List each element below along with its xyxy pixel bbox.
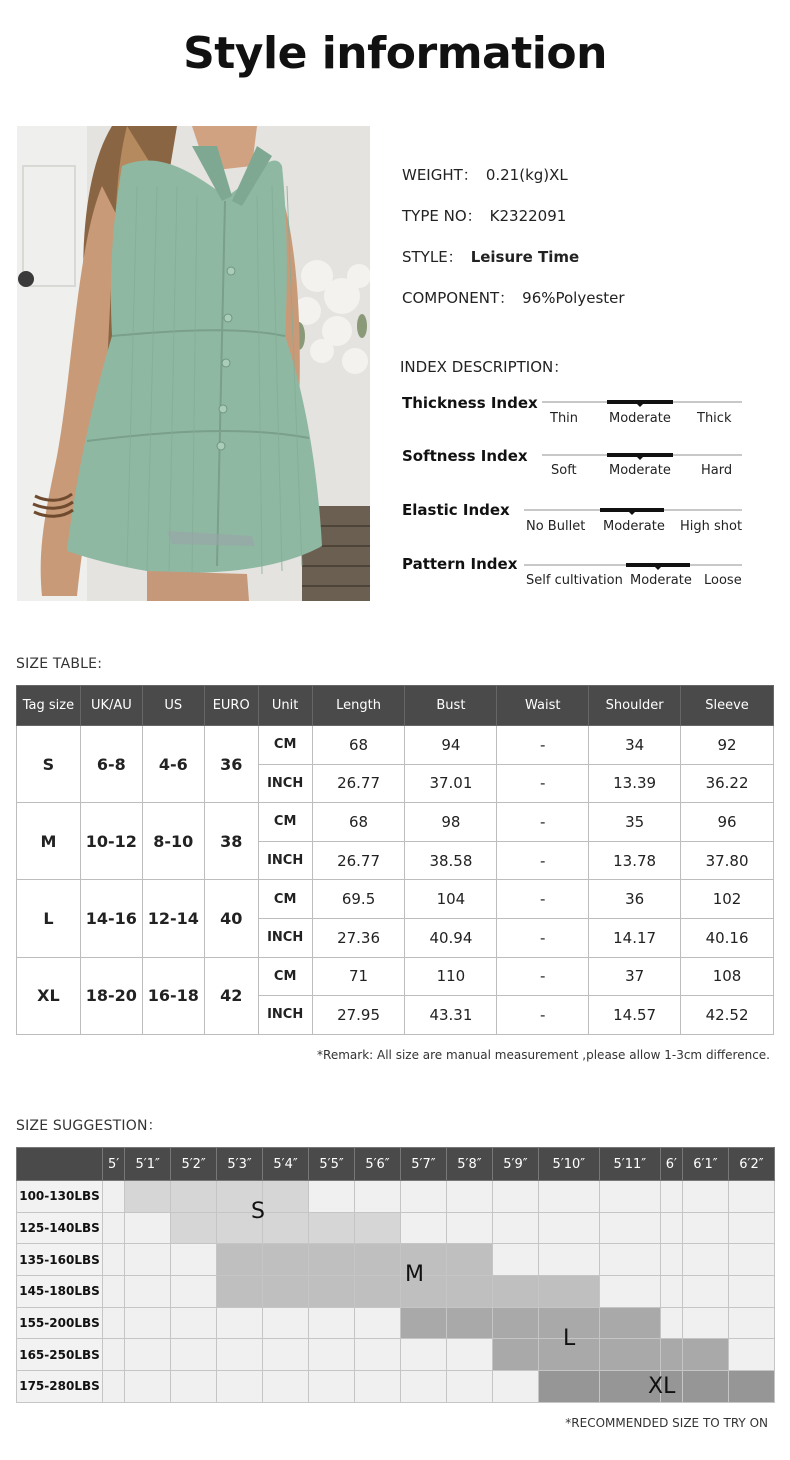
weight-row (17, 1307, 775, 1339)
grid-cell (660, 1244, 682, 1276)
grid-cell (355, 1181, 401, 1213)
table-cell: 36.22 (681, 764, 774, 803)
index-label: Moderate (603, 519, 665, 534)
thickness-index: Thickness Index Thin Moderate Thick (402, 394, 752, 440)
grid-cell (263, 1276, 309, 1308)
grid-cell (171, 1276, 217, 1308)
grid-cell (103, 1371, 125, 1403)
grid-cell (660, 1339, 682, 1371)
grid-cell (103, 1181, 125, 1213)
index-marker (607, 453, 673, 457)
grid-cell (682, 1181, 728, 1213)
grid-cell (103, 1244, 125, 1276)
index-label: Soft (551, 463, 577, 478)
grid-cell (309, 1212, 355, 1244)
tag-size: S (17, 726, 81, 803)
grid-cell (446, 1244, 492, 1276)
col-header: Waist (497, 686, 589, 726)
table-cell: 69.5 (312, 880, 405, 919)
unit-cell: CM (258, 803, 312, 842)
table-cell: 27.36 (312, 918, 405, 957)
grid-cell (263, 1181, 309, 1213)
table-cell: 35 (589, 803, 681, 842)
grid-cell (400, 1339, 446, 1371)
height-header: 5′2″ (171, 1148, 217, 1181)
grid-cell (492, 1276, 538, 1308)
height-header: 5′5″ (309, 1148, 355, 1181)
height-header: 6′1″ (682, 1148, 728, 1181)
grid-cell (682, 1307, 728, 1339)
table-cell: - (497, 880, 589, 919)
grid-cell (355, 1212, 401, 1244)
table-cell: 27.95 (312, 996, 405, 1035)
table-cell: 37.80 (681, 841, 774, 880)
page-title: Style information (183, 28, 607, 79)
col-header: Shoulder (589, 686, 681, 726)
attr-component: COMPONENT： 96%Polyester (402, 289, 625, 307)
height-header: 6′2″ (728, 1148, 774, 1181)
grid-cell (538, 1276, 599, 1308)
table-cell: - (497, 918, 589, 957)
weight-row (17, 1212, 775, 1244)
grid-cell (728, 1181, 774, 1213)
table-row (17, 880, 774, 919)
tag-size: M (17, 803, 81, 880)
index-description-title: INDEX DESCRIPTION： (400, 358, 569, 376)
recommend-note: *RECOMMENDED SIZE TO TRY ON (565, 1416, 768, 1430)
height-header: 6′ (660, 1148, 682, 1181)
grid-cell (728, 1371, 774, 1403)
grid-cell (355, 1339, 401, 1371)
table-cell: 13.78 (589, 841, 681, 880)
grid-cell (171, 1212, 217, 1244)
table-cell: - (497, 803, 589, 842)
table-cell: 98 (405, 803, 497, 842)
table-cell: 96 (681, 803, 774, 842)
grid-cell (728, 1339, 774, 1371)
grid-cell (538, 1212, 599, 1244)
height-header: 5′10″ (538, 1148, 599, 1181)
grid-cell (492, 1371, 538, 1403)
grid-cell (355, 1307, 401, 1339)
size-table (16, 685, 774, 1035)
softness-index: Softness Index Soft Moderate Hard (402, 447, 752, 493)
zone-label-m: M (405, 1262, 424, 1287)
uk-size: 6-8 (80, 726, 142, 803)
col-header: EURO (204, 686, 258, 726)
euro-size: 40 (204, 880, 258, 957)
elastic-index: Elastic Index No Bullet Moderate High shot (402, 501, 743, 534)
tag-size: L (17, 880, 81, 957)
weight-label: 155-200LBS (17, 1307, 103, 1339)
index-label: Thick (697, 411, 732, 426)
grid-cell (492, 1244, 538, 1276)
grid-cell (217, 1276, 263, 1308)
table-cell: - (497, 841, 589, 880)
table-cell: 42.52 (681, 996, 774, 1035)
height-header-row (17, 1148, 775, 1181)
grid-cell (125, 1244, 171, 1276)
table-cell: 36 (589, 880, 681, 919)
size-suggestion-label: SIZE SUGGESTION： (16, 1118, 162, 1134)
index-label: Moderate (609, 463, 671, 478)
uk-size: 18-20 (80, 957, 142, 1034)
weight-row (17, 1276, 775, 1308)
grid-cell (400, 1212, 446, 1244)
unit-cell: INCH (258, 841, 312, 880)
grid-cell (446, 1339, 492, 1371)
col-header: Length (312, 686, 405, 726)
size-table-label: SIZE TABLE: (16, 656, 103, 672)
height-header: 5′3″ (217, 1148, 263, 1181)
grid-cell (217, 1307, 263, 1339)
size-suggestion-grid (16, 1147, 775, 1403)
table-cell: 14.57 (589, 996, 681, 1035)
zone-label-xl: XL (648, 1374, 676, 1399)
col-header: US (142, 686, 204, 726)
grid-cell (599, 1212, 660, 1244)
grid-cell (682, 1339, 728, 1371)
grid-cell (660, 1276, 682, 1308)
grid-cell (728, 1307, 774, 1339)
table-row (17, 726, 774, 765)
grid-cell (660, 1307, 682, 1339)
col-header: Bust (405, 686, 497, 726)
grid-cell (125, 1276, 171, 1308)
zone-label-l: L (563, 1326, 576, 1351)
tag-size: XL (17, 957, 81, 1034)
grid-cell (538, 1244, 599, 1276)
grid-cell (125, 1212, 171, 1244)
grid-cell (103, 1212, 125, 1244)
height-header: 5′8″ (446, 1148, 492, 1181)
grid-cell (538, 1371, 599, 1403)
table-cell: 34 (589, 726, 681, 765)
grid-cell (492, 1181, 538, 1213)
grid-cell (682, 1244, 728, 1276)
unit-cell: INCH (258, 918, 312, 957)
index-marker (607, 400, 673, 404)
unit-cell: INCH (258, 996, 312, 1035)
grid-cell (446, 1181, 492, 1213)
table-cell: 43.31 (405, 996, 497, 1035)
grid-cell (599, 1276, 660, 1308)
zone-label-s: S (251, 1199, 265, 1224)
col-header: Tag size (17, 686, 81, 726)
table-cell: 71 (312, 957, 405, 996)
grid-cell (446, 1212, 492, 1244)
remark-note: *Remark: All size are manual measurement ,please allow 1-3cm difference. (317, 1048, 770, 1062)
unit-cell: CM (258, 880, 312, 919)
grid-cell (309, 1244, 355, 1276)
table-cell: 26.77 (312, 841, 405, 880)
height-header: 5′ (103, 1148, 125, 1181)
table-cell: 40.94 (405, 918, 497, 957)
grid-cell (171, 1339, 217, 1371)
grid-cell (263, 1244, 309, 1276)
col-header: Sleeve (681, 686, 774, 726)
weight-label: 145-180LBS (17, 1276, 103, 1308)
grid-cell (125, 1307, 171, 1339)
unit-cell: CM (258, 957, 312, 996)
grid-cell (217, 1339, 263, 1371)
euro-size: 42 (204, 957, 258, 1034)
table-row (17, 803, 774, 842)
table-cell: 110 (405, 957, 497, 996)
height-header: 5′7″ (400, 1148, 446, 1181)
grid-cell (355, 1371, 401, 1403)
pattern-index: Pattern Index Self cultivation Moderate Loose (402, 555, 742, 588)
grid-cell (538, 1181, 599, 1213)
grid-cell (217, 1371, 263, 1403)
attr-weight: WEIGHT： 0.21(kg)XL (402, 166, 568, 184)
table-cell: 37.01 (405, 764, 497, 803)
grid-cell (728, 1212, 774, 1244)
grid-cell (728, 1244, 774, 1276)
weight-row (17, 1244, 775, 1276)
index-label: Hard (701, 463, 733, 478)
grid-cell (309, 1181, 355, 1213)
grid-cell (217, 1244, 263, 1276)
product-photo (17, 126, 370, 601)
table-cell: 104 (405, 880, 497, 919)
col-header: UK/AU (80, 686, 142, 726)
unit-cell: INCH (258, 764, 312, 803)
weight-label: 175-280LBS (17, 1371, 103, 1403)
table-row (17, 957, 774, 996)
euro-size: 38 (204, 803, 258, 880)
attr-style: STYLE： Leisure Time (402, 248, 580, 266)
grid-cell (125, 1181, 171, 1213)
weight-label: 165-250LBS (17, 1339, 103, 1371)
index-label: Loose (704, 573, 742, 588)
us-size: 4-6 (142, 726, 204, 803)
table-cell: 92 (681, 726, 774, 765)
table-cell: 38.58 (405, 841, 497, 880)
weight-row (17, 1339, 775, 1371)
table-cell: 40.16 (681, 918, 774, 957)
grid-cell (728, 1276, 774, 1308)
height-header: 5′6″ (355, 1148, 401, 1181)
uk-size: 10-12 (80, 803, 142, 880)
col-header: Unit (258, 686, 312, 726)
table-cell: 26.77 (312, 764, 405, 803)
grid-cell (492, 1307, 538, 1339)
table-cell: 14.17 (589, 918, 681, 957)
grid-cell (599, 1339, 660, 1371)
grid-cell (171, 1244, 217, 1276)
table-cell: 102 (681, 880, 774, 919)
grid-cell (309, 1339, 355, 1371)
grid-cell (599, 1181, 660, 1213)
grid-cell (400, 1371, 446, 1403)
grid-cell (125, 1339, 171, 1371)
index-label: High shot (680, 519, 743, 534)
corner-cell (17, 1148, 103, 1181)
index-label: Self cultivation (526, 573, 623, 588)
grid-cell (171, 1181, 217, 1213)
size-table-header (17, 686, 774, 726)
grid-cell (171, 1307, 217, 1339)
grid-cell (263, 1371, 309, 1403)
table-cell: 68 (312, 726, 405, 765)
us-size: 12-14 (142, 880, 204, 957)
euro-size: 36 (204, 726, 258, 803)
index-marker (600, 508, 664, 512)
unit-cell: CM (258, 726, 312, 765)
grid-cell (599, 1307, 660, 1339)
attr-type-no: TYPE NO： K2322091 (402, 207, 567, 225)
weight-label: 100-130LBS (17, 1181, 103, 1213)
uk-size: 14-16 (80, 880, 142, 957)
grid-cell (263, 1339, 309, 1371)
us-size: 8-10 (142, 803, 204, 880)
grid-cell (400, 1307, 446, 1339)
table-cell: 68 (312, 803, 405, 842)
grid-cell (309, 1276, 355, 1308)
grid-cell (103, 1307, 125, 1339)
weight-label: 125-140LBS (17, 1212, 103, 1244)
index-label: Moderate (609, 411, 671, 426)
weight-label: 135-160LBS (17, 1244, 103, 1276)
height-header: 5′4″ (263, 1148, 309, 1181)
table-cell: 108 (681, 957, 774, 996)
table-cell: - (497, 764, 589, 803)
grid-cell (660, 1212, 682, 1244)
grid-cell (309, 1371, 355, 1403)
grid-cell (103, 1339, 125, 1371)
index-marker (626, 563, 690, 567)
grid-cell (400, 1181, 446, 1213)
grid-cell (446, 1276, 492, 1308)
grid-cell (682, 1371, 728, 1403)
grid-cell (599, 1244, 660, 1276)
grid-cell (492, 1212, 538, 1244)
table-cell: - (497, 957, 589, 996)
grid-cell (103, 1276, 125, 1308)
grid-cell (446, 1371, 492, 1403)
index-label: Moderate (630, 573, 692, 588)
height-header: 5′11″ (599, 1148, 660, 1181)
grid-cell (171, 1371, 217, 1403)
grid-cell (309, 1307, 355, 1339)
grid-cell (682, 1212, 728, 1244)
table-cell: 94 (405, 726, 497, 765)
index-label: No Bullet (526, 519, 586, 534)
grid-cell (492, 1339, 538, 1371)
us-size: 16-18 (142, 957, 204, 1034)
grid-cell (355, 1276, 401, 1308)
height-header: 5′1″ (125, 1148, 171, 1181)
grid-cell (355, 1244, 401, 1276)
grid-cell (660, 1181, 682, 1213)
table-cell: 37 (589, 957, 681, 996)
table-cell: 13.39 (589, 764, 681, 803)
grid-cell (263, 1307, 309, 1339)
weight-row (17, 1181, 775, 1213)
height-header: 5′9″ (492, 1148, 538, 1181)
grid-cell (682, 1276, 728, 1308)
index-label: Thin (550, 411, 579, 426)
grid-cell (263, 1212, 309, 1244)
table-cell: - (497, 996, 589, 1035)
table-cell: - (497, 726, 589, 765)
grid-cell (446, 1307, 492, 1339)
grid-cell (125, 1371, 171, 1403)
